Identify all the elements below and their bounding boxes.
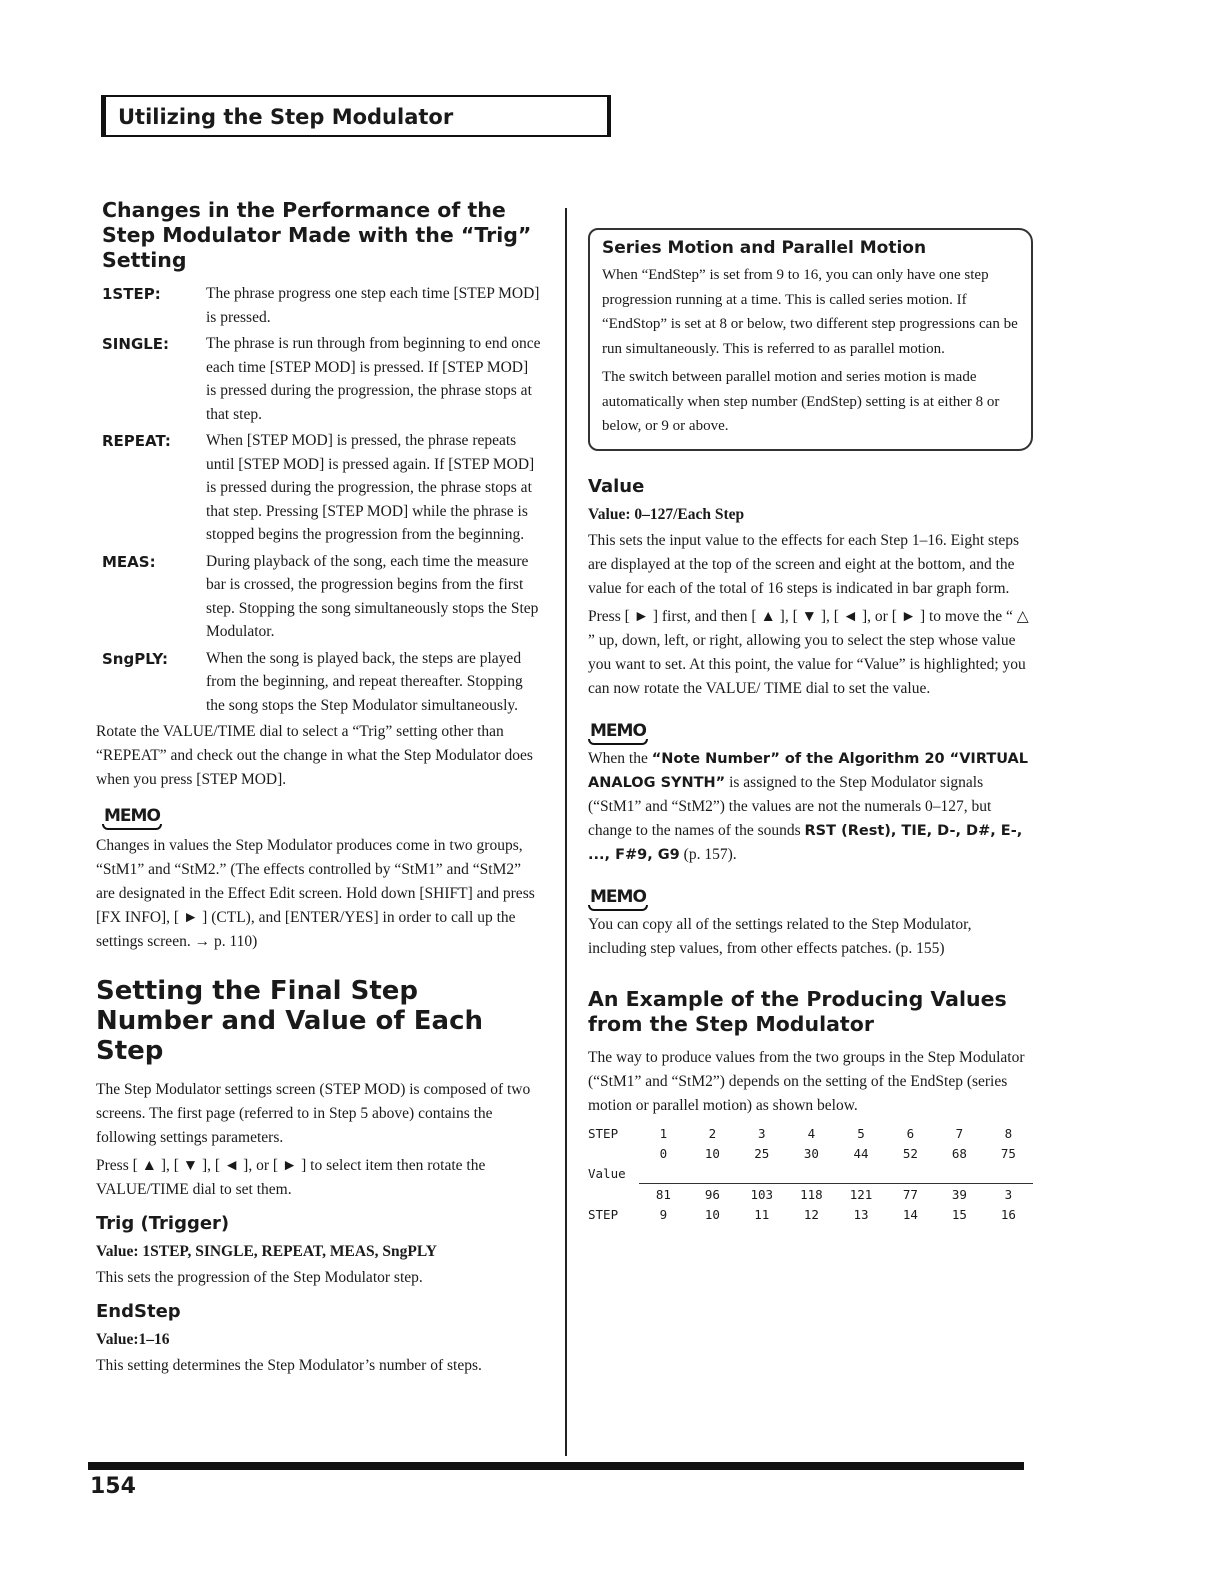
example-paragraph: The way to produce values from the two groups in the Step Modulator (“StM1” and “StM2”) depends on the setting of the EndStep (series motion or parallel motion) as shown below. (588, 1048, 1025, 1114)
page-number: 154 (90, 1474, 136, 1499)
table-cell: 12 (803, 1206, 819, 1222)
definition-item (102, 282, 542, 329)
table-cell: 13 (853, 1206, 869, 1222)
definition-term: SINGLE: (102, 335, 170, 353)
example-heading: An Example of the Producing Values from the Step Modulator (588, 986, 1007, 1036)
value-subheading: Value (588, 475, 645, 497)
table-cell: 2 (708, 1126, 717, 1141)
definition-description: The phrase progress one step each time [STEP MOD] is pressed. (206, 285, 540, 326)
table-cell: 5 (857, 1126, 865, 1141)
table-row-label (588, 1184, 639, 1205)
table-cell: 39 (951, 1186, 967, 1202)
definition-term: MEAS: (102, 552, 156, 571)
endstep-subheading: EndStep (96, 1301, 181, 1322)
endstep-value: Value:1–16 (96, 1331, 170, 1348)
table-cell: 121 (849, 1186, 873, 1202)
box-paragraph-2: The switch between parallel motion and series motion is made automatically when step number (EndStep) setting is at either 8 or below, or 9 or above. (602, 369, 1000, 434)
trig-subheading: Trig (Trigger) (96, 1213, 230, 1234)
table-cell: 15 (951, 1206, 967, 1222)
table-cell: 6 (906, 1126, 915, 1141)
table-cell: 14 (902, 1206, 918, 1222)
table-cell: 75 (1000, 1146, 1016, 1161)
value-range: Value: 0–127/Each Step (588, 505, 745, 523)
table-cell: 30 (803, 1146, 819, 1161)
memo-icon: MEMO (590, 886, 646, 907)
memo-text: Changes in values the Step Modulator produces come in two groups, “StM1” and “StM2.” (The effects controlled by “StM1” and “StM2” are designated in the Effect Edit screen. Hold down [SHIFT] and press [FX INFO], [ ► ] (CTL), and [ENTER/YES] in order to call up the settings screen. → p. 110) (96, 837, 535, 950)
bottom-rule (88, 1462, 1024, 1470)
table-cell: 0 (659, 1146, 668, 1161)
table-row-label: STEP (588, 1126, 619, 1141)
box-paragraph-1: When “EndStep” is set from 9 to 16, you can only have one step progression running at a time. This is called series motion. If “EndStop” is set at 8 or below, two different step progressions can be run simultaneously. This is referred to as parallel motion. (602, 267, 1018, 357)
memo-1-text: When the “Note Number” of the Algorithm 20 “VIRTUAL ANALOG SYNTH” is assigned to the Step Modulator signals (“StM1” and “StM2”) the values are not the numerals 0–127, but change to the names of the sounds RST (Rest), TIE, D-, D#, E-, ..., F#9, G9 (p. 157). (588, 749, 1029, 863)
memo-icon: MEMO (590, 720, 646, 741)
definition-term: REPEAT: (102, 432, 171, 450)
box-title: Series Motion and Parallel Motion (602, 238, 927, 258)
table-cell: 44 (853, 1146, 869, 1161)
setting-paragraph-2: Press [ ▲ ], [ ▼ ], [ ◄ ], or [ ► ] to select item then rotate the VALUE/TIME dial to set them. (96, 1157, 486, 1198)
trig-description: This sets the progression of the Step Modulator step. (96, 1269, 423, 1286)
table-cell: 96 (704, 1186, 720, 1202)
table-row-label: STEP (588, 1206, 619, 1222)
table-cell: 3 (1004, 1186, 1013, 1202)
table-row (588, 1184, 1033, 1205)
series-motion-box (588, 228, 1033, 451)
trig-value: Value: 1STEP, SINGLE, REPEAT, MEAS, SngPLY (96, 1243, 437, 1260)
table-cell: 11 (754, 1206, 770, 1222)
left-column (96, 198, 542, 1378)
definition-term: SngPLY: (102, 649, 168, 668)
definition-description: When the song is played back, the steps are played from the beginning, and repeat thereafter. Stopping the song stops the Step Modulator simultaneously. (206, 649, 523, 714)
table-row (588, 1124, 1033, 1144)
definition-term: 1STEP: (102, 285, 161, 303)
definition-item (102, 332, 542, 426)
table-cell: 16 (1000, 1206, 1016, 1222)
table-row (588, 1144, 1033, 1164)
table-cell: 7 (955, 1126, 964, 1141)
table-cell: 8 (1004, 1126, 1013, 1141)
table-cell: 77 (902, 1186, 918, 1202)
endstep-description: This setting determines the Step Modulator’s number of steps. (96, 1357, 482, 1374)
table-row (588, 1204, 1033, 1224)
definition-description: When [STEP MOD] is pressed, the phrase repeats until [STEP MOD] is pressed again. If [STEP MOD] is pressed during the progression, the phrase stops at that step. Pressing [STEP MOD] while the phrase is stopped begins the progression from the beginning. (206, 432, 535, 543)
table-cell: 10 (704, 1206, 720, 1222)
definition-item (102, 550, 542, 644)
memo-2-text: You can copy all of the settings related to the Step Modulator, including step values, from other effects patches. (p. 155) (588, 915, 972, 957)
rotate-text: Rotate the VALUE/TIME dial to select a “Trig” setting other than “REPEAT” and check out the change in what the Step Modulator does when you press [STEP MOD]. (96, 723, 533, 788)
trig-heading: Changes in the Performance of the Step Modulator Made with the “Trig” Setting (102, 198, 532, 272)
memo-icon: MEMO (104, 806, 160, 826)
table-cell: 1 (659, 1126, 668, 1141)
table-cell: 3 (757, 1126, 766, 1141)
table-row (588, 1164, 1033, 1184)
definition-description: During playback of the song, each time the measure bar is crossed, the progression begins from the first step. Stopping the song simultaneously stops the Step Modulator. (206, 552, 539, 640)
right-column (588, 228, 1033, 1224)
setting-paragraph-1: The Step Modulator settings screen (STEP MOD) is composed of two screens. The first page (referred to in Step 5 above) contains the following settings parameters. (96, 1081, 531, 1146)
table-cell: 118 (800, 1186, 823, 1202)
value-axis-label: Value (588, 1166, 626, 1181)
section-title: Utilizing the Step Modulator (101, 95, 611, 137)
table-cell: 68 (951, 1146, 967, 1161)
step-value-table (588, 1124, 1033, 1225)
value-paragraph-1: This sets the input value to the effects for each Step 1–16. Eight steps are displayed at the top of the screen and eight at the bottom, and the value for each of the total of 16 steps is indicated in bar graph form. (588, 531, 1020, 597)
table-cell: 9 (659, 1206, 668, 1222)
column-divider (565, 208, 567, 1456)
table-cell: 103 (750, 1186, 774, 1202)
definition-item (102, 429, 542, 547)
definition-item (102, 647, 542, 718)
definition-description: The phrase is run through from beginning to end once each time [STEP MOD] is pressed. If [STEP MOD] is pressed during the progression, the phrase stops at that step. (206, 335, 541, 423)
setting-heading: Setting the Final Step Number and Value of Each Step (96, 976, 484, 1066)
table-divider (639, 1164, 1033, 1184)
table-cell: 52 (902, 1146, 918, 1161)
table-row-label (588, 1144, 639, 1164)
trig-definitions (102, 282, 542, 717)
table-cell: 4 (807, 1126, 816, 1141)
table-cell: 25 (754, 1146, 770, 1161)
value-paragraph-2: Press [ ► ] first, and then [ ▲ ], [ ▼ ], [ ◄ ], or [ ► ] to move the “ △ ” up, down, left, or right, allowing you to select the step whose value you want to set. At this point, the value for “Value” is highlighted; you can now rotate the VALUE/ TIME dial to set the value. (588, 607, 1029, 697)
table-cell: 10 (704, 1146, 720, 1161)
table-cell: 81 (655, 1186, 671, 1202)
